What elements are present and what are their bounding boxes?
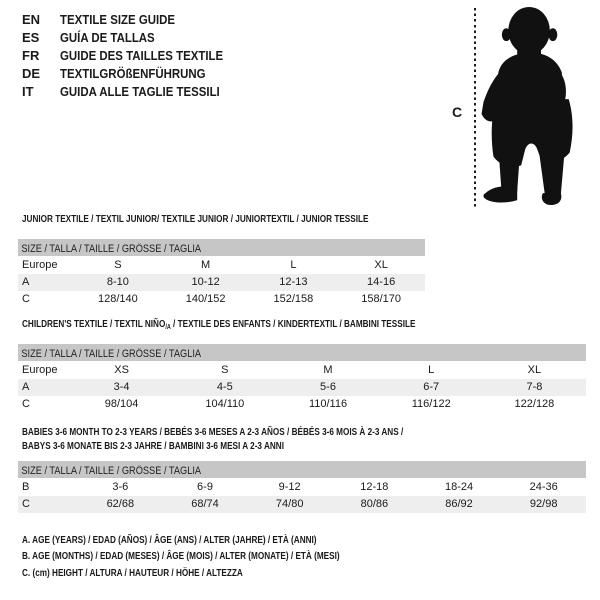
table-cell: 24-36: [529, 481, 558, 493]
table-cell: 18-24: [444, 481, 474, 493]
junior-size-header-label: SIZE / TALLA / TAILLE / GRÖSSE / TAGLIA: [21, 243, 202, 255]
lang-label-en: TEXTILE SIZE GUIDE: [60, 12, 176, 27]
table-cell: 80/86: [360, 498, 389, 510]
table-cell: 140/152: [185, 293, 226, 305]
table-cell: 152/158: [273, 293, 314, 305]
table-cell: 6-7: [423, 381, 440, 393]
table-row: [18, 291, 425, 308]
table-cell: L: [428, 364, 435, 376]
table-cell: 3-4: [113, 381, 130, 393]
children-size-header-label: SIZE / TALLA / TAILLE / GRÖSSE / TAGLIA: [21, 348, 202, 360]
table-row: [18, 496, 586, 513]
footnote-b: B. AGE (MONTHS) / EDAD (MESES) / ÂGE (MOIS) / ALTER (MONATE) / ETÀ (MESI): [22, 550, 340, 563]
table-cell: 158/170: [361, 293, 401, 305]
table-cell: XL: [527, 364, 542, 376]
footnotes-block: [22, 532, 429, 581]
junior-section-title: JUNIOR TEXTILE / TEXTIL JUNIOR/ TEXTILE JUNIOR / JUNIORTEXTIL / JUNIOR TESSILE: [22, 213, 369, 225]
lang-label-fr: GUIDE DES TAILLES TEXTILE: [60, 48, 224, 63]
table-cell: XL: [374, 259, 388, 271]
table-cell: 116/122: [411, 398, 451, 410]
row-label: B: [22, 481, 30, 493]
table-cell: 74/80: [275, 498, 304, 510]
lang-row-it: [22, 83, 245, 101]
lang-label-it: GUIDA ALLE TAGLIE TESSILI: [60, 84, 220, 99]
children-size-table: [18, 344, 586, 413]
table-cell: S: [221, 364, 229, 376]
language-header-block: [22, 11, 245, 101]
row-label: Europe: [22, 364, 58, 376]
lang-code-en: EN: [22, 12, 41, 27]
lang-row-en: [22, 11, 245, 29]
table-cell: 9-12: [278, 481, 301, 493]
lang-code-fr: FR: [22, 48, 40, 63]
lang-row-fr: [22, 47, 245, 65]
table-cell: 12-18: [360, 481, 389, 493]
footnote-a: A. AGE (YEARS) / EDAD (AÑOS) / ÂGE (ANS) / ALTER (JAHRE) / ETÀ (ANNI): [22, 534, 317, 546]
table-cell: 14-16: [367, 276, 396, 288]
junior-size-header-bar: [18, 239, 425, 256]
table-cell: XS: [114, 364, 129, 376]
row-label: C: [22, 293, 30, 305]
children-title-subscript: /A: [165, 324, 171, 331]
table-cell: 10-12: [191, 276, 220, 288]
table-cell: 8-10: [106, 276, 129, 288]
lang-code-de: DE: [22, 66, 41, 81]
children-section-title: [22, 317, 415, 335]
table-cell: 110/116: [308, 398, 348, 410]
babies-size-table: [18, 461, 586, 513]
babies-size-header-label: SIZE / TALLA / TAILLE / GRÖSSE / TAGLIA: [21, 465, 202, 477]
row-label: A: [22, 381, 30, 393]
table-cell: 128/140: [97, 293, 138, 305]
lang-code-es: ES: [22, 30, 40, 45]
table-row: [18, 257, 425, 274]
toddler-silhouette-icon: [479, 3, 597, 209]
table-row: [18, 362, 586, 379]
table-row: [18, 379, 586, 396]
row-label: C: [22, 398, 30, 410]
table-cell: 62/68: [106, 498, 135, 510]
table-cell: 7-8: [526, 381, 543, 393]
lang-label-es: GUÍA DE TALLAS: [60, 30, 155, 45]
lang-row-es: [22, 29, 245, 47]
table-cell: 68/74: [191, 498, 219, 510]
babies-title-line1: BABIES 3-6 MONTH TO 2-3 YEARS / BEBÉS 3-6 MESES A 2-3 AÑOS / BÉBÉS 3-6 MOIS À 2-3 ANS /: [22, 426, 404, 438]
table-cell: M: [323, 364, 333, 376]
children-title-prefix: CHILDREN'S TEXTILE / TEXTIL NIÑO: [22, 318, 166, 330]
children-title-suffix: / TEXTILE DES ENFANTS / KINDERTEXTIL / BAMBINI TESSILE: [170, 318, 416, 330]
lang-code-it: IT: [22, 84, 34, 99]
table-cell: 3-6: [112, 481, 129, 493]
height-measure-dotted-line: [474, 8, 476, 209]
table-cell: 92/98: [529, 498, 558, 510]
table-cell: 104/110: [205, 398, 245, 410]
children-size-header-bar: [18, 344, 586, 361]
footnote-c: C. (cm) HEIGHT / ALTURA / HAUTEUR / HÖHE / ALTEZZA: [22, 566, 243, 579]
table-cell: 4-5: [216, 381, 233, 393]
babies-title-line2: BABYS 3-6 MONATE BIS 2-3 JAHRE / BAMBINI 3-6 MESI A 2-3 ANNI: [22, 440, 284, 452]
lang-row-de: [22, 65, 245, 83]
table-cell: 6-9: [197, 481, 213, 493]
table-cell: 122/128: [514, 398, 555, 410]
table-row: [18, 274, 425, 291]
table-row: [18, 396, 586, 413]
table-cell: 98/104: [104, 398, 139, 410]
height-c-label: C: [452, 104, 463, 120]
table-row: [18, 479, 586, 496]
table-cell: S: [114, 259, 122, 271]
table-cell: 12-13: [279, 276, 308, 288]
lang-label-de: TEXTILGRÖßENFÜHRUNG: [60, 66, 206, 81]
table-cell: L: [290, 259, 297, 271]
table-cell: 86/92: [445, 498, 473, 510]
babies-size-header-bar: [18, 461, 586, 478]
table-cell: 5-6: [320, 381, 336, 393]
babies-section-title: [22, 425, 403, 453]
row-label: A: [22, 276, 30, 288]
row-label: Europe: [22, 259, 58, 271]
row-label: C: [22, 498, 30, 510]
junior-size-table: [18, 239, 425, 308]
table-cell: M: [201, 259, 211, 271]
